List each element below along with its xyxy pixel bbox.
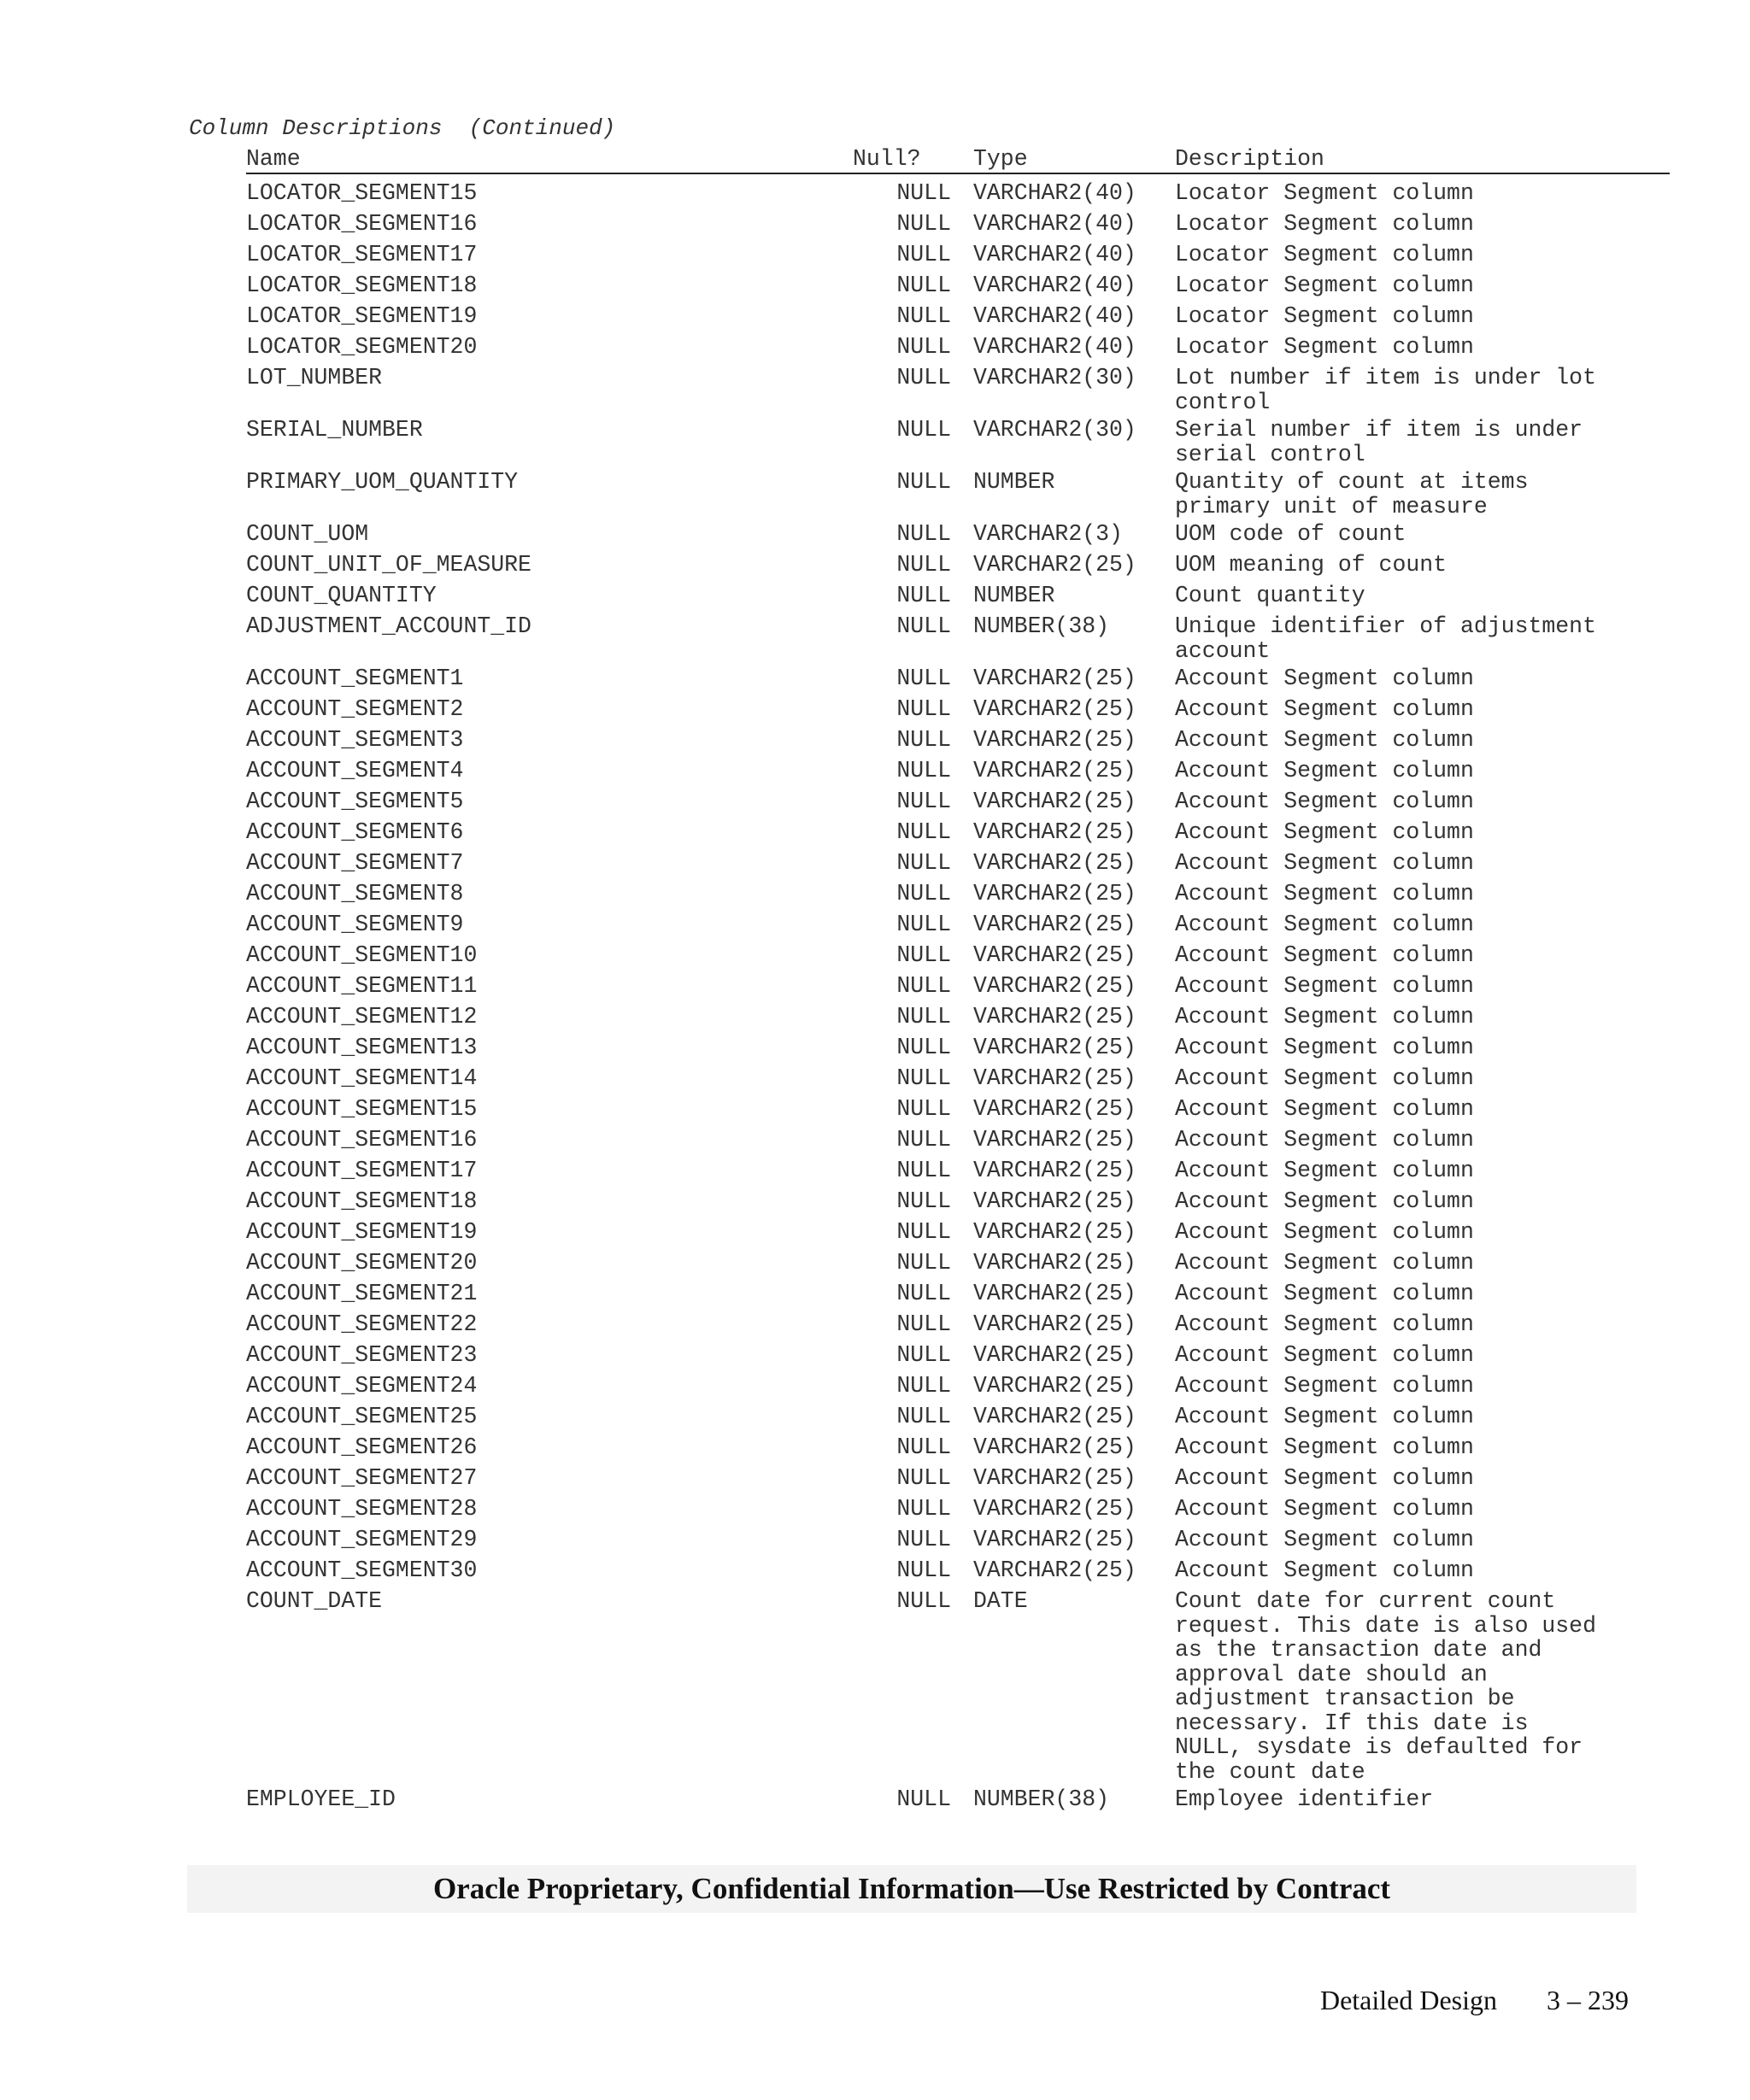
type-cell: VARCHAR2(25) [973,1127,1136,1153]
description-line: Account Segment column [1175,912,1474,937]
table-row [246,1586,1670,1784]
table-row [246,1370,1670,1401]
null-cell: NULL [896,942,951,968]
description-line: Account Segment column [1175,1096,1474,1122]
description-cell [1175,549,1653,580]
null-cell: NULL [896,211,951,237]
table-row [246,549,1670,580]
description-line: Quantity of count at items [1175,469,1529,495]
description-line: NULL, sysdate is defaulted for [1175,1734,1583,1760]
type-cell: VARCHAR2(25) [973,1373,1136,1399]
column-name-cell: ACCOUNT_SEGMENT21 [246,1281,478,1306]
description-line: Account Segment column [1175,727,1474,753]
type-cell: VARCHAR2(25) [973,973,1136,999]
description-cell [1175,1094,1653,1124]
table-row [246,1524,1670,1555]
description-line: Account Segment column [1175,881,1474,906]
column-name-cell: SERIAL_NUMBER [246,417,423,443]
description-line: approval date should an [1175,1661,1488,1687]
description-cell [1175,1124,1653,1155]
type-cell: VARCHAR2(3) [973,521,1123,547]
type-cell: NUMBER(38) [973,613,1110,639]
table-row [246,1094,1670,1124]
type-cell: VARCHAR2(25) [973,912,1136,937]
type-cell: VARCHAR2(30) [973,417,1136,443]
column-name-cell: ACCOUNT_SEGMENT18 [246,1188,478,1214]
null-cell: NULL [896,1158,951,1183]
column-name-cell: LOCATOR_SEGMENT20 [246,334,478,360]
description-cell [1175,1278,1653,1309]
table-row [246,1432,1670,1463]
column-name-cell: ACCOUNT_SEGMENT1 [246,666,464,691]
column-name-cell: ACCOUNT_SEGMENT17 [246,1158,478,1183]
table-row [246,611,1670,663]
null-cell: NULL [896,850,951,876]
null-cell: NULL [896,521,951,547]
null-cell: NULL [896,1035,951,1060]
description-cell [1175,208,1653,239]
description-cell [1175,786,1653,817]
type-cell: VARCHAR2(25) [973,696,1136,722]
description-cell [1175,1784,1653,1815]
type-cell: VARCHAR2(25) [973,1404,1136,1429]
description-line: Count quantity [1175,583,1365,608]
null-cell: NULL [896,758,951,783]
null-cell: NULL [896,1250,951,1276]
header-null: Null? [853,146,921,172]
type-cell: VARCHAR2(25) [973,1188,1136,1214]
description-line: Serial number if item is under [1175,417,1583,443]
description-cell [1175,940,1653,971]
description-line: Account Segment column [1175,1065,1474,1091]
type-cell: NUMBER [973,469,1055,495]
column-name-cell: ACCOUNT_SEGMENT10 [246,942,478,968]
null-cell: NULL [896,1127,951,1153]
type-cell: VARCHAR2(25) [973,881,1136,906]
table-row [246,1278,1670,1309]
description-cell [1175,1032,1653,1063]
null-cell: NULL [896,727,951,753]
table-row [246,971,1670,1001]
type-cell: VARCHAR2(40) [973,180,1136,206]
column-name-cell: ACCOUNT_SEGMENT25 [246,1404,478,1429]
null-cell: NULL [896,1465,951,1491]
column-name-cell: ACCOUNT_SEGMENT22 [246,1311,478,1337]
column-name-cell: ACCOUNT_SEGMENT8 [246,881,464,906]
column-name-cell: COUNT_UOM [246,521,369,547]
type-cell: NUMBER(38) [973,1786,1110,1812]
null-cell: NULL [896,1219,951,1245]
description-line: Locator Segment column [1175,211,1474,237]
description-line: Account Segment column [1175,850,1474,876]
null-cell: NULL [896,1096,951,1122]
description-cell [1175,362,1653,414]
type-cell: VARCHAR2(25) [973,758,1136,783]
description-cell [1175,580,1653,611]
null-cell: NULL [896,1065,951,1091]
type-cell: VARCHAR2(25) [973,1434,1136,1460]
type-cell: VARCHAR2(25) [973,1342,1136,1368]
column-name-cell: ACCOUNT_SEGMENT7 [246,850,464,876]
description-cell [1175,1340,1653,1370]
description-line: serial control [1175,441,1365,467]
null-cell: NULL [896,1527,951,1552]
null-cell: NULL [896,1588,951,1614]
column-name-cell: LOCATOR_SEGMENT15 [246,180,478,206]
description-cell [1175,755,1653,786]
table-row [246,1463,1670,1493]
null-cell: NULL [896,1311,951,1337]
table-row [246,663,1670,694]
null-cell: NULL [896,1404,951,1429]
table-row [246,331,1670,362]
table-row [246,1124,1670,1155]
type-cell: VARCHAR2(40) [973,303,1136,329]
description-line: Count date for current count [1175,1588,1556,1614]
null-cell: NULL [896,973,951,999]
column-name-cell: ACCOUNT_SEGMENT27 [246,1465,478,1491]
description-cell [1175,1217,1653,1247]
null-cell: NULL [896,273,951,298]
description-cell [1175,1155,1653,1186]
description-line: Account Segment column [1175,1465,1474,1491]
column-name-cell: EMPLOYEE_ID [246,1786,396,1812]
column-name-cell: LOT_NUMBER [246,365,383,390]
type-cell: VARCHAR2(25) [973,727,1136,753]
description-cell [1175,694,1653,724]
header-name: Name [246,146,301,172]
column-name-cell: ACCOUNT_SEGMENT26 [246,1434,478,1460]
description-cell [1175,1247,1653,1278]
description-line: Account Segment column [1175,1404,1474,1429]
type-cell: VARCHAR2(25) [973,1311,1136,1337]
type-cell: VARCHAR2(25) [973,1035,1136,1060]
table-row [246,1784,1670,1815]
description-cell [1175,1463,1653,1493]
null-cell: NULL [896,583,951,608]
column-name-cell: ACCOUNT_SEGMENT16 [246,1127,478,1153]
description-line: adjustment transaction be [1175,1686,1515,1711]
description-cell [1175,878,1653,909]
type-cell: VARCHAR2(40) [973,242,1136,267]
column-name-cell: ACCOUNT_SEGMENT6 [246,819,464,845]
description-line: the count date [1175,1758,1365,1785]
column-name-cell: LOCATOR_SEGMENT19 [246,303,478,329]
description-line: Account Segment column [1175,1219,1474,1245]
page-number: 3 – 239 [1547,1985,1629,2015]
column-name-cell: ACCOUNT_SEGMENT12 [246,1004,478,1029]
column-name-cell: ACCOUNT_SEGMENT4 [246,758,464,783]
null-cell: NULL [896,1342,951,1368]
null-cell: NULL [896,1281,951,1306]
description-line: Lot number if item is under lot [1175,365,1596,390]
type-cell: DATE [973,1588,1028,1614]
description-cell [1175,971,1653,1001]
table-row [246,786,1670,817]
description-line: Employee identifier [1175,1786,1434,1812]
header-type: Type [973,146,1028,172]
column-name-cell: ACCOUNT_SEGMENT2 [246,696,464,722]
description-cell [1175,178,1653,208]
column-name-cell: ACCOUNT_SEGMENT13 [246,1035,478,1060]
description-line: Account Segment column [1175,1281,1474,1306]
table-caption: Column Descriptions (Continued) [189,115,616,141]
description-cell [1175,239,1653,270]
type-cell: VARCHAR2(25) [973,1557,1136,1583]
null-cell: NULL [896,696,951,722]
description-cell [1175,1370,1653,1401]
table-row [246,1309,1670,1340]
description-line: control [1175,389,1271,415]
description-line: Locator Segment column [1175,303,1474,329]
page-footer [1307,1953,1629,2016]
null-cell: NULL [896,334,951,360]
description-line: account [1175,637,1271,664]
description-cell [1175,1309,1653,1340]
table-row [246,466,1670,519]
table-row [246,940,1670,971]
description-cell [1175,1586,1653,1784]
description-line: Account Segment column [1175,1250,1474,1276]
description-line: UOM code of count [1175,521,1406,547]
table-row [246,878,1670,909]
column-name-cell: LOCATOR_SEGMENT16 [246,211,478,237]
description-cell [1175,301,1653,331]
description-cell [1175,1524,1653,1555]
column-name-cell: ACCOUNT_SEGMENT29 [246,1527,478,1552]
table-row [246,1555,1670,1586]
column-name-cell: COUNT_UNIT_OF_MEASURE [246,552,531,578]
type-cell: VARCHAR2(25) [973,1496,1136,1522]
type-cell: VARCHAR2(25) [973,1250,1136,1276]
description-line: Account Segment column [1175,819,1474,845]
null-cell: NULL [896,242,951,267]
table-row [246,817,1670,848]
type-cell: VARCHAR2(30) [973,365,1136,390]
description-cell [1175,1493,1653,1524]
column-name-cell: COUNT_DATE [246,1588,383,1614]
description-line: UOM meaning of count [1175,552,1448,578]
null-cell: NULL [896,1373,951,1399]
description-line: as the transaction date and [1175,1637,1542,1663]
null-cell: NULL [896,1004,951,1029]
description-line: Account Segment column [1175,942,1474,968]
table-row [246,414,1670,466]
description-cell [1175,1432,1653,1463]
null-cell: NULL [896,912,951,937]
null-cell: NULL [896,365,951,390]
table-body [246,178,1670,1815]
table-row [246,1493,1670,1524]
header-description: Description [1175,146,1324,172]
type-cell: VARCHAR2(25) [973,1219,1136,1245]
description-line: Account Segment column [1175,1127,1474,1153]
column-name-cell: ACCOUNT_SEGMENT15 [246,1096,478,1122]
description-line: Account Segment column [1175,1496,1474,1522]
description-line: Account Segment column [1175,1373,1474,1399]
description-cell [1175,414,1653,466]
table-row [246,270,1670,301]
description-line: Account Segment column [1175,1188,1474,1214]
description-line: Account Segment column [1175,1004,1474,1029]
null-cell: NULL [896,819,951,845]
table-row [246,1340,1670,1370]
table-row [246,1063,1670,1094]
type-cell: VARCHAR2(25) [973,1004,1136,1029]
table-row [246,1401,1670,1432]
description-cell [1175,611,1653,663]
table-row [246,1155,1670,1186]
type-cell: VARCHAR2(25) [973,942,1136,968]
type-cell: VARCHAR2(40) [973,211,1136,237]
description-line: Locator Segment column [1175,180,1474,206]
table-row [246,1247,1670,1278]
description-line: Account Segment column [1175,789,1474,814]
type-cell: VARCHAR2(40) [973,273,1136,298]
confidential-text: Oracle Proprietary, Confidential Information––Use Restricted by Contract [432,1872,1391,1905]
null-cell: NULL [896,666,951,691]
null-cell: NULL [896,1786,951,1812]
column-name-cell: ACCOUNT_SEGMENT11 [246,973,478,999]
type-cell: VARCHAR2(25) [973,1158,1136,1183]
column-name-cell: ADJUSTMENT_ACCOUNT_ID [246,613,531,639]
null-cell: NULL [896,180,951,206]
description-line: Account Segment column [1175,758,1474,783]
type-cell: VARCHAR2(25) [973,1527,1136,1552]
description-line: Account Segment column [1175,1342,1474,1368]
column-name-cell: ACCOUNT_SEGMENT9 [246,912,464,937]
type-cell: VARCHAR2(25) [973,1065,1136,1091]
table-row [246,694,1670,724]
type-cell: VARCHAR2(25) [973,666,1136,691]
type-cell: VARCHAR2(40) [973,334,1136,360]
description-cell [1175,270,1653,301]
description-line: Unique identifier of adjustment [1175,613,1596,639]
null-cell: NULL [896,789,951,814]
description-line: Locator Segment column [1175,334,1474,360]
description-line: Account Segment column [1175,696,1474,722]
table-header-row [246,144,1670,174]
section-title: Detailed Design [1319,1985,1497,2015]
description-cell [1175,1555,1653,1586]
null-cell: NULL [896,881,951,906]
type-cell: VARCHAR2(25) [973,552,1136,578]
null-cell: NULL [896,1434,951,1460]
null-cell: NULL [896,613,951,639]
type-cell: VARCHAR2(25) [973,850,1136,876]
type-cell: VARCHAR2(25) [973,819,1136,845]
confidential-banner [187,1865,1636,1913]
null-cell: NULL [896,1496,951,1522]
table-row [246,724,1670,755]
description-line: Account Segment column [1175,1311,1474,1337]
table-row [246,362,1670,414]
description-line: Account Segment column [1175,1434,1474,1460]
description-cell [1175,724,1653,755]
column-name-cell: PRIMARY_UOM_QUANTITY [246,469,519,495]
description-line: Account Segment column [1175,1035,1474,1060]
description-cell [1175,1186,1653,1217]
type-cell: VARCHAR2(25) [973,1281,1136,1306]
table-row [246,208,1670,239]
table-row [246,239,1670,270]
type-cell: VARCHAR2(25) [973,789,1136,814]
description-cell [1175,848,1653,878]
null-cell: NULL [896,417,951,443]
column-name-cell: ACCOUNT_SEGMENT28 [246,1496,478,1522]
null-cell: NULL [896,1557,951,1583]
table-row [246,301,1670,331]
column-name-cell: ACCOUNT_SEGMENT19 [246,1219,478,1245]
table-row [246,909,1670,940]
description-cell [1175,331,1653,362]
column-name-cell: ACCOUNT_SEGMENT14 [246,1065,478,1091]
null-cell: NULL [896,552,951,578]
description-cell [1175,817,1653,848]
column-name-cell: LOCATOR_SEGMENT17 [246,242,478,267]
description-cell [1175,1001,1653,1032]
description-cell [1175,1401,1653,1432]
column-name-cell: ACCOUNT_SEGMENT5 [246,789,464,814]
description-line: Account Segment column [1175,973,1474,999]
type-cell: NUMBER [973,583,1055,608]
description-line: Account Segment column [1175,1557,1474,1583]
description-line: Account Segment column [1175,666,1474,691]
table-row [246,1217,1670,1247]
description-line: Account Segment column [1175,1158,1474,1183]
description-cell [1175,1063,1653,1094]
description-cell [1175,909,1653,940]
null-cell: NULL [896,303,951,329]
table-row [246,580,1670,611]
table-row [246,519,1670,549]
description-line: Locator Segment column [1175,273,1474,298]
table-row [246,755,1670,786]
table-row [246,1186,1670,1217]
description-line: primary unit of measure [1175,493,1488,519]
type-cell: VARCHAR2(25) [973,1465,1136,1491]
column-name-cell: ACCOUNT_SEGMENT30 [246,1557,478,1583]
column-name-cell: ACCOUNT_SEGMENT3 [246,727,464,753]
description-cell [1175,466,1653,519]
column-name-cell: LOCATOR_SEGMENT18 [246,273,478,298]
table-row [246,848,1670,878]
column-name-cell: ACCOUNT_SEGMENT20 [246,1250,478,1276]
table-row [246,1032,1670,1063]
description-line: Account Segment column [1175,1527,1474,1552]
description-cell [1175,663,1653,694]
column-name-cell: COUNT_QUANTITY [246,583,437,608]
type-cell: VARCHAR2(25) [973,1096,1136,1122]
table-row [246,1001,1670,1032]
description-line: Locator Segment column [1175,242,1474,267]
column-name-cell: ACCOUNT_SEGMENT24 [246,1373,478,1399]
description-line: necessary. If this date is [1175,1710,1529,1736]
description-cell [1175,519,1653,549]
description-line: request. This date is also used [1175,1612,1596,1639]
column-name-cell: ACCOUNT_SEGMENT23 [246,1342,478,1368]
column-descriptions-table [246,144,1670,1815]
table-row [246,178,1670,208]
null-cell: NULL [896,1188,951,1214]
null-cell: NULL [896,469,951,495]
